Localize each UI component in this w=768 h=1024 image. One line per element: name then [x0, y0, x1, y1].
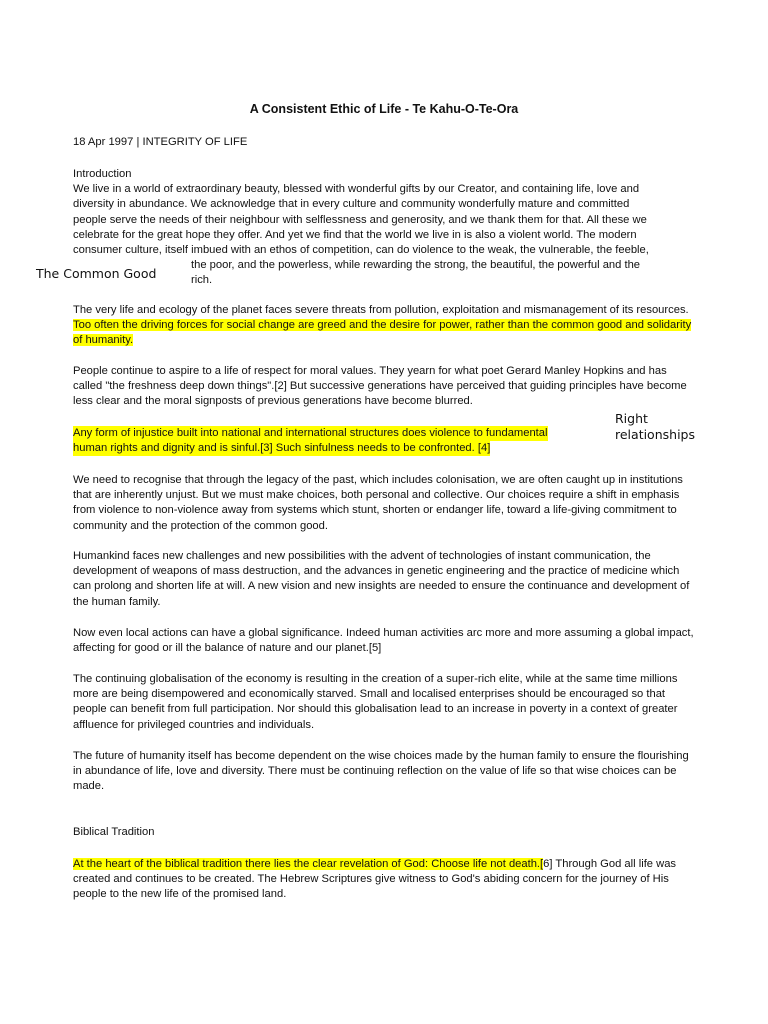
paragraph-biblical-tradition	[73, 857, 695, 903]
intro-line: celebrate for the great hope they offer. And yet we find that the world we live in is also a violent world. The modern	[73, 228, 637, 241]
intro-line: We live in a world of extraordinary beauty, blessed with wonderful gifts by our Creator, and containing life, love and	[73, 183, 640, 196]
paragraph-technologies: Humankind faces new challenges and new possibilities with the advent of technologies of instant communication, the development of weapons of mass destruction, and the advances in genetic engineering and the practice of medicine which can prolong and shorten life at will. A new vision and new insights are needed to ensure the continuance and development of the human family.	[73, 550, 690, 608]
paragraph-moral-values: People continue to aspire to a life of respect for moral values. They yearn for what poet Gerard Manley Hopkins and has called "the freshness deep down things".[2] But successive generations have perceived that guiding principles have become less clear and the moral signposts of previous generations have become blurred.	[73, 365, 687, 408]
intro-line: people serve the needs of their neighbour with selflessness and generosity, and we thank them for that. All these we	[73, 213, 647, 226]
highlighted-text: Any form of injustice built into national and international structures does violence to fundamental	[73, 426, 548, 441]
intro-line: diversity in abundance. We acknowledge that in every culture and community wonderfully mature and committed	[73, 198, 630, 211]
introduction-heading: Introduction	[73, 168, 132, 180]
side-note-line: Right	[615, 411, 648, 426]
intro-line: consumer culture, itself imbued with an ethos of competition, can do violence to the weak, the vulnerable, the feeble,	[73, 244, 649, 257]
highlighted-text: human rights and dignity and is sinful.[3] Such sinfulness needs to be confronted. [4]	[73, 441, 490, 456]
paragraph-global-actions: Now even local actions can have a global significance. Indeed human activities arc more and more assuming a global impact, affecting for good or ill the balance of nature and our planet.[5]	[73, 627, 694, 655]
paragraph-globalisation: The continuing globalisation of the economy is resulting in the creation of a super-rich elite, while at the same time millions more are being disempowered and economically starved. Small and localised enterprises should be encouraged so that people can benefit from full participation. Nor should this globalisation lead to an increase in poverty in a context of greater affluence for privileged countries and individuals.	[73, 673, 678, 731]
date-category-line: 18 Apr 1997 | INTEGRITY OF LIFE	[73, 136, 248, 148]
side-note-common-good: The Common Good	[36, 266, 157, 281]
paragraph-planet-threats	[73, 303, 695, 349]
introduction-section	[73, 167, 695, 289]
biblical-heading: Biblical Tradition	[73, 826, 155, 838]
paragraph-text: 6] Through God all life was created and continues to be created. The Hebrew Scriptures give witness to God's abiding concern for the journey of His people to the new life of the promised land.	[73, 858, 677, 901]
paragraph-injustice	[73, 426, 593, 456]
highlighted-text: At the heart of the biblical tradition there lies the clear revelation of God: Choose life not death.[	[73, 858, 544, 870]
side-note-line: relationships	[615, 426, 695, 442]
intro-line: rich.	[191, 274, 213, 287]
highlighted-text: Too often the driving forces for social change are greed and the desire for power, rather than the common good and solidarity of humanity.	[73, 319, 692, 347]
intro-line: the poor, and the powerless, while rewarding the strong, the beautiful, the powerful and the	[191, 259, 641, 272]
paragraph-text: The very life and ecology of the planet faces severe threats from pollution, exploitation and mismanagement of its resources.	[73, 304, 689, 316]
paragraph-choices: We need to recognise that through the legacy of the past, which includes colonisation, we are often caught up in institutions that are inherently unjust. But we must make choices, both personal and collective. Our choices require a shift in emphasis from violence to non-violence away from systems which stunt, shorten or endanger life, toward a life-giving commitment to community and the protection of the common good.	[73, 474, 683, 532]
paragraph-future-humanity: The future of humanity itself has become dependent on the wise choices made by the human family to ensure the flourishing in abundance of life, love and diversity. There must be continuing reflection on the value of life so that wise choices can be made.	[73, 750, 689, 793]
document-title: A Consistent Ethic of Life - Te Kahu-O-Te-Ora	[249, 102, 519, 116]
side-note-right-relationships	[615, 411, 695, 442]
